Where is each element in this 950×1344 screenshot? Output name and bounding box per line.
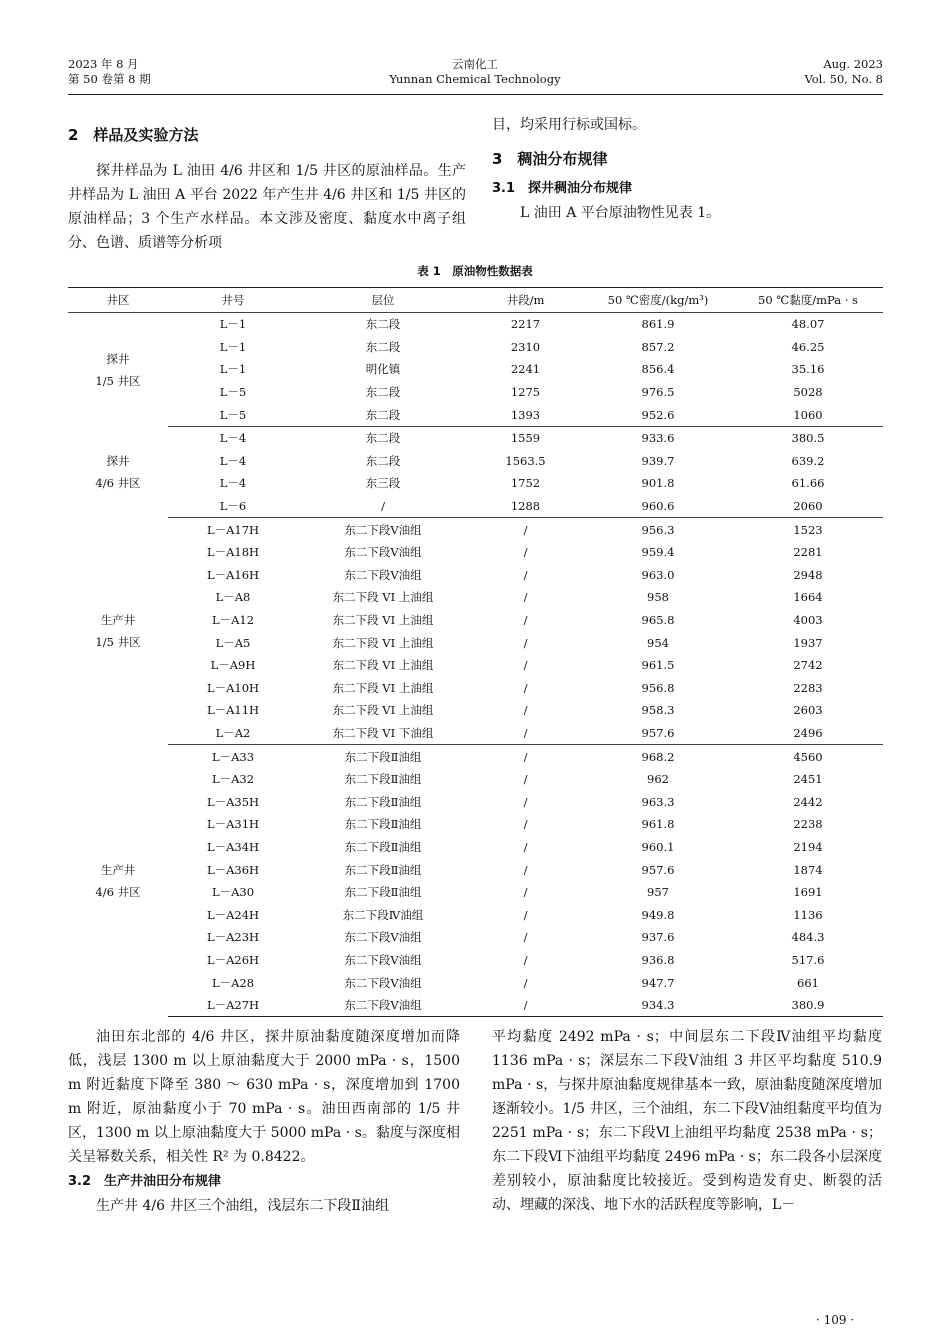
table-row — [68, 881, 883, 904]
well-id-cell: L－1 — [219, 339, 247, 354]
depth-cell: / — [523, 749, 528, 764]
depth-cell: / — [523, 794, 528, 809]
density-cell: 959.4 — [641, 545, 675, 560]
viscosity-cell: 639.2 — [791, 453, 825, 468]
depth-cell: / — [523, 952, 528, 967]
journal-title — [375, 57, 575, 87]
depth-cell: 1559 — [510, 431, 541, 446]
section-3 — [492, 113, 882, 225]
density-cell: 958.3 — [641, 703, 675, 718]
well-id-cell: L－4 — [219, 453, 247, 468]
density-cell: 856.4 — [641, 362, 675, 377]
well-id-cell: L－A10H — [206, 680, 260, 695]
depth-cell: / — [523, 930, 528, 945]
table-row — [68, 699, 883, 722]
viscosity-cell: 35.16 — [791, 362, 825, 377]
layer-cell: 东二下段Ⅴ油组 — [344, 952, 422, 967]
well-id-cell: L－1 — [219, 362, 247, 377]
well-id-cell: L－A2 — [168, 722, 298, 745]
viscosity-cell: 2442 — [793, 794, 823, 809]
table-row — [68, 336, 883, 359]
layer-cell: 东二段 — [365, 317, 401, 332]
table-row — [68, 654, 883, 677]
viscosity-cell: 1060 — [733, 403, 883, 426]
density-cell: 968.2 — [641, 749, 675, 764]
well-area-cell — [68, 313, 168, 427]
layer-cell: 东二下段Ⅱ油组 — [344, 749, 422, 764]
viscosity-cell: 2281 — [793, 545, 823, 560]
viscosity-cell: 1523 — [793, 522, 823, 537]
density-cell: 936.8 — [641, 952, 675, 967]
layer-cell: 东二下段Ⅳ油组 — [342, 907, 424, 922]
depth-cell: / — [523, 680, 528, 695]
layer-cell: 东二下段Ⅱ油组 — [344, 839, 422, 854]
layer-cell: 东二下段Ⅱ油组 — [344, 772, 422, 787]
viscosity-cell: 2194 — [793, 839, 823, 854]
depth-cell: / — [523, 817, 528, 832]
layer-cell: 东二下段Ⅴ油组 — [344, 930, 422, 945]
viscosity-cell: 61.66 — [791, 476, 825, 491]
journal-date-issue-en — [700, 57, 883, 87]
depth-cell: / — [523, 885, 528, 900]
table-row — [68, 586, 883, 609]
depth-cell: 1393 — [468, 403, 583, 426]
viscosity-cell: 5028 — [793, 385, 823, 400]
depth-cell: / — [523, 590, 528, 605]
table-row — [68, 994, 883, 1017]
table-row — [68, 381, 883, 404]
viscosity-cell: 2742 — [793, 658, 823, 673]
density-cell: 962 — [647, 772, 669, 787]
viscosity-cell: 2948 — [793, 567, 823, 582]
header-date-en: Aug. 2023 — [823, 57, 883, 71]
density-cell: 957.6 — [641, 862, 675, 877]
layer-cell: / — [298, 495, 468, 518]
well-id-cell: L－A23H — [206, 930, 260, 945]
density-cell: 934.3 — [583, 994, 733, 1017]
density-cell: 861.9 — [641, 317, 675, 332]
density-cell: 963.0 — [641, 567, 675, 582]
page-number: · 109 · — [816, 1313, 855, 1327]
viscosity-cell: 517.6 — [791, 952, 825, 967]
viscosity-cell: 1937 — [793, 635, 823, 650]
density-cell: 957 — [647, 885, 669, 900]
layer-cell: 东二下段Ⅱ油组 — [344, 862, 422, 877]
density-cell: 963.3 — [641, 794, 675, 809]
density-cell: 960.1 — [641, 839, 675, 854]
density-cell: 857.2 — [641, 339, 675, 354]
table-row — [68, 836, 883, 859]
depth-cell: 1275 — [510, 385, 541, 400]
depth-cell: / — [523, 703, 528, 718]
depth-cell: 1288 — [468, 495, 583, 518]
density-cell: 933.6 — [641, 431, 675, 446]
viscosity-cell: 2603 — [793, 703, 823, 718]
density-cell: 952.6 — [583, 403, 733, 426]
well-area-type: 生产井 — [100, 613, 136, 628]
table-caption: 表 1 原油物性数据表 — [417, 264, 533, 278]
table-row — [68, 813, 883, 836]
table-row — [68, 313, 883, 336]
layer-cell: 东二下段Ⅱ油组 — [344, 794, 422, 809]
section-3-heading: 3 稠油分布规律 — [492, 150, 608, 168]
well-area-cell — [68, 745, 168, 1017]
layer-cell: 东二下段Ⅱ油组 — [344, 885, 422, 900]
production-wells-paragraph-cont: 平均黏度 2492 mPa · s；中间层东二下段Ⅳ油组平均黏度 1136 mPa · s；深层东二下段Ⅴ油组 3 井区平均黏度 510.9 mPa · s，与探井原油黏度规律基本一致，原油黏度随深度增加逐渐较小。1/5 井区，三个油组，东二下段Ⅴ油组黏度平均值为 2251 mPa · s；东二下段Ⅵ上油组平均黏度 2538 mPa · s；东二下段Ⅵ下油组平均黏度 2496 mPa · s；东二段各小层深度差别较小，原油黏度比较接近。受到构造发育史、断裂的活动、埋藏的深浅、地下水的活跃程度等影响，L－ — [492, 1029, 882, 1213]
well-id-cell: L－A5 — [215, 635, 251, 650]
layer-cell: 东二下段Ⅴ油组 — [298, 994, 468, 1017]
viscosity-cell: 48.07 — [791, 317, 825, 332]
layer-cell: 东二下段 VI 上油组 — [332, 613, 434, 628]
table-row — [68, 541, 883, 564]
well-area-type: 探井 — [106, 351, 130, 366]
table-row — [68, 609, 883, 632]
layer-cell: 东二下段 VI 上油组 — [332, 703, 434, 718]
viscosity-cell: 2238 — [793, 817, 823, 832]
layer-cell: 东二下段Ⅴ油组 — [344, 567, 422, 582]
table-row — [68, 358, 883, 381]
layer-cell: 东二下段 VI 下油组 — [298, 722, 468, 745]
col-header-layer: 层位 — [298, 288, 468, 313]
viscosity-cell: 2060 — [733, 495, 883, 518]
col-header-viscosity: 50 ℃黏度/mPa · s — [733, 288, 883, 313]
well-area-name: 4/6 井区 — [95, 476, 141, 491]
density-cell: 901.8 — [641, 476, 675, 491]
table-row — [68, 926, 883, 949]
density-cell: 937.6 — [641, 930, 675, 945]
well-id-cell: L－A35H — [206, 794, 260, 809]
viscosity-cell: 1691 — [793, 885, 823, 900]
well-id-cell: L－A16H — [206, 567, 260, 582]
well-id-cell: L－A8 — [215, 590, 251, 605]
well-id-cell: L－1 — [219, 317, 247, 332]
viscosity-cell: 2496 — [733, 722, 883, 745]
well-id-cell: L－4 — [219, 431, 247, 446]
density-cell: 976.5 — [641, 385, 675, 400]
layer-cell: 东二段 — [298, 403, 468, 426]
well-id-cell: L－A11H — [206, 703, 260, 718]
density-cell: 961.5 — [641, 658, 675, 673]
depth-cell: / — [523, 658, 528, 673]
well-id-cell: L－A9H — [210, 658, 256, 673]
subsection-3-2-heading: 3.2 生产井油田分布规律 — [68, 1174, 222, 1189]
layer-cell: 东二下段Ⅱ油组 — [344, 817, 422, 832]
col-header-density: 50 ℃密度/(kg/m³) — [583, 288, 733, 313]
well-id-cell: L－A27H — [168, 994, 298, 1017]
section-2 — [68, 123, 466, 255]
viscosity-cell: 46.25 — [791, 339, 825, 354]
well-id-cell: L－5 — [219, 385, 247, 400]
header-volume: 第 50 卷第 8 期 — [68, 72, 151, 86]
layer-cell: 东二下段 VI 上油组 — [332, 635, 434, 650]
depth-cell: 1752 — [510, 476, 541, 491]
layer-cell: 明化镇 — [365, 362, 401, 377]
lower-right-column — [492, 1025, 882, 1217]
well-id-cell: L－A24H — [206, 907, 260, 922]
table-row — [68, 858, 883, 881]
depth-cell: / — [523, 772, 528, 787]
well-area-name: 1/5 井区 — [95, 635, 141, 650]
depth-cell: / — [468, 994, 583, 1017]
layer-cell: 东二段 — [365, 339, 401, 354]
well-id-cell: L－6 — [168, 495, 298, 518]
well-id-cell: L－A26H — [206, 952, 260, 967]
journal-date-issue — [68, 57, 151, 87]
viscosity-cell: 484.3 — [791, 930, 825, 945]
depth-cell: / — [523, 613, 528, 628]
table-row — [68, 722, 883, 745]
well-id-cell: L－A12 — [211, 613, 255, 628]
header-date: 2023 年 8 月 — [68, 57, 139, 71]
depth-cell: 1563.5 — [505, 453, 546, 468]
table-header-row — [68, 288, 883, 313]
table-row — [68, 768, 883, 791]
well-id-cell: L－A34H — [206, 839, 260, 854]
well-area-cell — [68, 426, 168, 517]
well-area-name: 4/6 井区 — [95, 884, 141, 899]
exploration-wells-paragraph: 油田东北部的 4/6 井区，探井原油黏度随深度增加而降低，浅层 1300 m 以上原油黏度大于 2000 mPa · s，1500 m 附近黏度下降至 380 ～ 630 mPa · s，深度增加到 1700 m 附近，原油黏度小于 70 mPa · s。油田西南部的 1/5 井区，1300 m 以上原油黏度大于 5000 mPa · s。黏度与深度相关呈幂数关系，相关性 R² 为 0.8422。 — [68, 1029, 460, 1165]
viscosity-cell: 1136 — [793, 907, 823, 922]
header-volume-en: Vol. 50, No. 8 — [804, 72, 883, 86]
density-cell: 956.8 — [641, 680, 675, 695]
col-header-well: 井号 — [168, 288, 298, 313]
density-cell: 961.8 — [641, 817, 675, 832]
well-area-type: 探井 — [106, 454, 130, 469]
section-2-continuation: 目，均采用行标或国标。 — [492, 117, 646, 133]
table-row — [68, 426, 883, 449]
well-id-cell: L－A18H — [206, 545, 260, 560]
viscosity-cell: 2451 — [793, 772, 823, 787]
depth-cell: / — [523, 522, 528, 537]
table-row — [68, 790, 883, 813]
subsection-3-1-paragraph: L 油田 A 平台原油物性见表 1。 — [520, 205, 721, 221]
depth-cell: 2217 — [510, 317, 541, 332]
depth-cell: / — [523, 862, 528, 877]
density-cell: 956.3 — [641, 522, 675, 537]
well-id-cell: L－A17H — [206, 522, 260, 537]
well-id-cell: L－4 — [219, 476, 247, 491]
layer-cell: 东二下段 VI 上油组 — [332, 590, 434, 605]
viscosity-cell: 4003 — [793, 613, 823, 628]
viscosity-cell: 1874 — [793, 862, 823, 877]
col-header-area: 井区 — [68, 288, 168, 313]
layer-cell: 东二下段Ⅴ油组 — [344, 975, 422, 990]
density-cell: 939.7 — [641, 453, 675, 468]
table-row — [68, 518, 883, 541]
viscosity-cell: 661 — [797, 975, 819, 990]
viscosity-cell: 4560 — [793, 749, 823, 764]
well-area-name: 1/5 井区 — [95, 373, 141, 388]
header-divider — [68, 94, 883, 95]
depth-cell: 2310 — [510, 339, 541, 354]
layer-cell: 东三段 — [365, 476, 401, 491]
depth-cell: / — [523, 839, 528, 854]
table-row — [68, 495, 883, 518]
density-cell: 958 — [647, 590, 669, 605]
table-row — [68, 450, 883, 473]
section-2-paragraph: 探井样品为 L 油田 4/6 井区和 1/5 井区的原油样品。生产井样品为 L 油田 A 平台 2022 年产生井 4/6 井区和 1/5 井区的原油样品；3 个生产水样品。本文涉及密度、黏度水中离子组分、色谱、质谱等分析项 — [68, 163, 466, 251]
lower-left-column — [68, 1025, 460, 1218]
density-cell: 957.6 — [583, 722, 733, 745]
layer-cell: 东二段 — [365, 453, 401, 468]
table-row — [68, 403, 883, 426]
layer-cell: 东二下段 VI 上油组 — [332, 658, 434, 673]
depth-cell: / — [523, 975, 528, 990]
layer-cell: 东二段 — [365, 431, 401, 446]
depth-cell: 2241 — [510, 362, 541, 377]
well-area-cell — [68, 518, 168, 745]
depth-cell: / — [523, 567, 528, 582]
journal-name-cn: 云南化工 — [452, 57, 498, 71]
col-header-depth: 井段/m — [468, 288, 583, 313]
well-id-cell: L－5 — [168, 403, 298, 426]
table-row — [68, 949, 883, 972]
layer-cell: 东二段 — [365, 385, 401, 400]
oil-properties-table — [68, 287, 883, 1017]
table-row — [68, 677, 883, 700]
well-area-type: 生产井 — [100, 862, 136, 877]
viscosity-cell: 2283 — [793, 680, 823, 695]
density-cell: 954 — [647, 635, 669, 650]
table-row — [68, 745, 883, 768]
well-id-cell: L－A28 — [211, 975, 255, 990]
depth-cell: / — [523, 907, 528, 922]
depth-cell: / — [523, 635, 528, 650]
depth-cell: / — [468, 722, 583, 745]
table-row — [68, 971, 883, 994]
table-row — [68, 631, 883, 654]
well-id-cell: L－A36H — [206, 862, 260, 877]
layer-cell: 东二下段 VI 上油组 — [332, 680, 434, 695]
density-cell: 947.7 — [641, 975, 675, 990]
viscosity-cell: 380.9 — [733, 994, 883, 1017]
viscosity-cell: 1664 — [793, 590, 823, 605]
table-row — [68, 472, 883, 495]
depth-cell: / — [523, 545, 528, 560]
well-id-cell: L－A32 — [211, 772, 255, 787]
production-wells-paragraph: 生产井 4/6 井区三个油组，浅层东二下段Ⅱ油组 — [96, 1198, 389, 1214]
section-2-heading: 2 样品及实验方法 — [68, 126, 199, 144]
viscosity-cell: 380.5 — [791, 431, 825, 446]
density-cell: 960.6 — [583, 495, 733, 518]
density-cell: 965.8 — [641, 613, 675, 628]
table-row — [68, 564, 883, 587]
layer-cell: 东二下段Ⅴ油组 — [344, 522, 422, 537]
table-row — [68, 903, 883, 926]
density-cell: 949.8 — [641, 907, 675, 922]
layer-cell: 东二下段Ⅴ油组 — [344, 545, 422, 560]
well-id-cell: L－A30 — [211, 885, 255, 900]
subsection-3-1-heading: 3.1 探井稠油分布规律 — [492, 181, 633, 196]
well-id-cell: L－A31H — [206, 817, 260, 832]
journal-name-en: Yunnan Chemical Technology — [389, 72, 561, 86]
well-id-cell: L－A33 — [211, 749, 255, 764]
